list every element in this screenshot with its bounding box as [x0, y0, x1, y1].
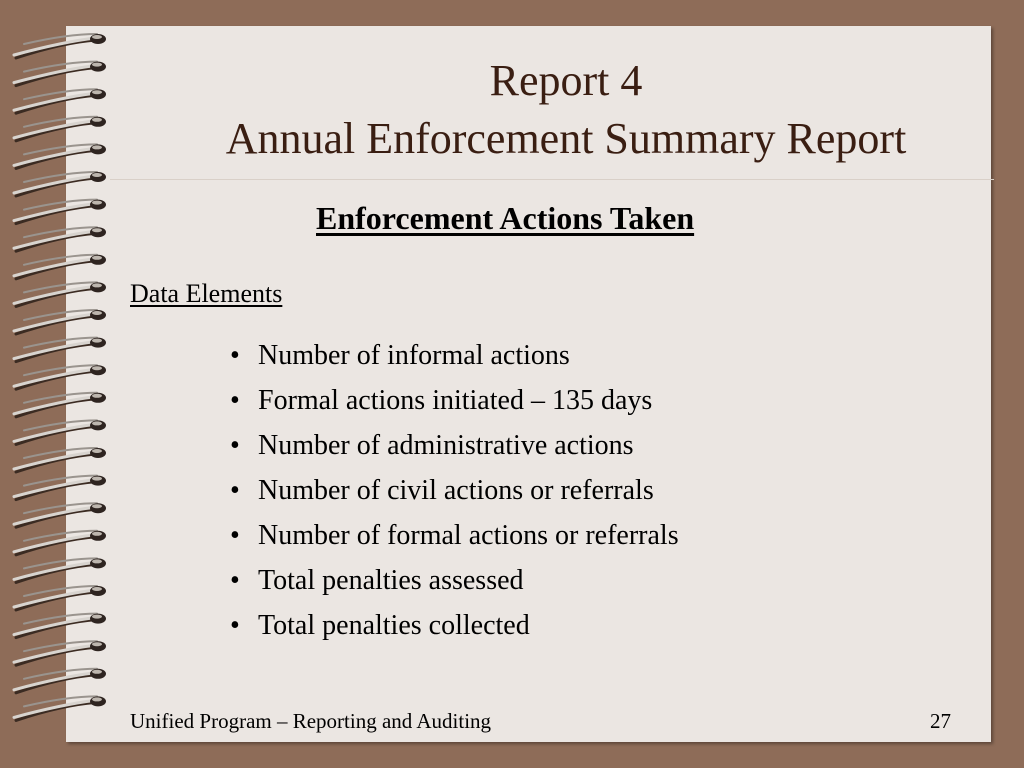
list-item — [230, 333, 679, 378]
list-item — [230, 468, 679, 513]
list-item-text: Total penalties assessed — [258, 565, 524, 596]
title-line-1: Report 4 — [489, 56, 643, 105]
list-item — [230, 378, 679, 423]
bullet-icon: • — [230, 520, 240, 551]
bullet-icon: • — [230, 430, 240, 461]
slide-title — [0, 52, 1024, 168]
bullet-icon: • — [230, 340, 240, 371]
list-item-text: Number of informal actions — [258, 340, 570, 371]
section-heading: Enforcement Actions Taken — [316, 200, 695, 236]
list-item-text: Number of formal actions or referrals — [258, 520, 679, 551]
list-item — [230, 423, 679, 468]
title-divider — [110, 179, 994, 180]
list-item — [230, 558, 679, 603]
bullet-icon: • — [230, 610, 240, 641]
list-item-text: Formal actions initiated – 135 days — [258, 385, 653, 416]
list-item — [230, 603, 679, 648]
title-line-2: Annual Enforcement Summary Report — [225, 114, 907, 163]
bullet-icon: • — [230, 475, 240, 506]
bullet-icon: • — [230, 565, 240, 596]
data-elements-list — [230, 333, 679, 648]
list-item-text: Total penalties collected — [258, 610, 530, 641]
list-item-text: Number of administrative actions — [258, 430, 634, 461]
list-item-text: Number of civil actions or referrals — [258, 475, 654, 506]
data-elements-label: Data Elements — [130, 279, 283, 308]
footer-text: Unified Program – Reporting and Auditing — [130, 709, 492, 733]
bullet-icon: • — [230, 385, 240, 416]
list-item — [230, 513, 679, 558]
page-number: 27 — [930, 709, 951, 733]
